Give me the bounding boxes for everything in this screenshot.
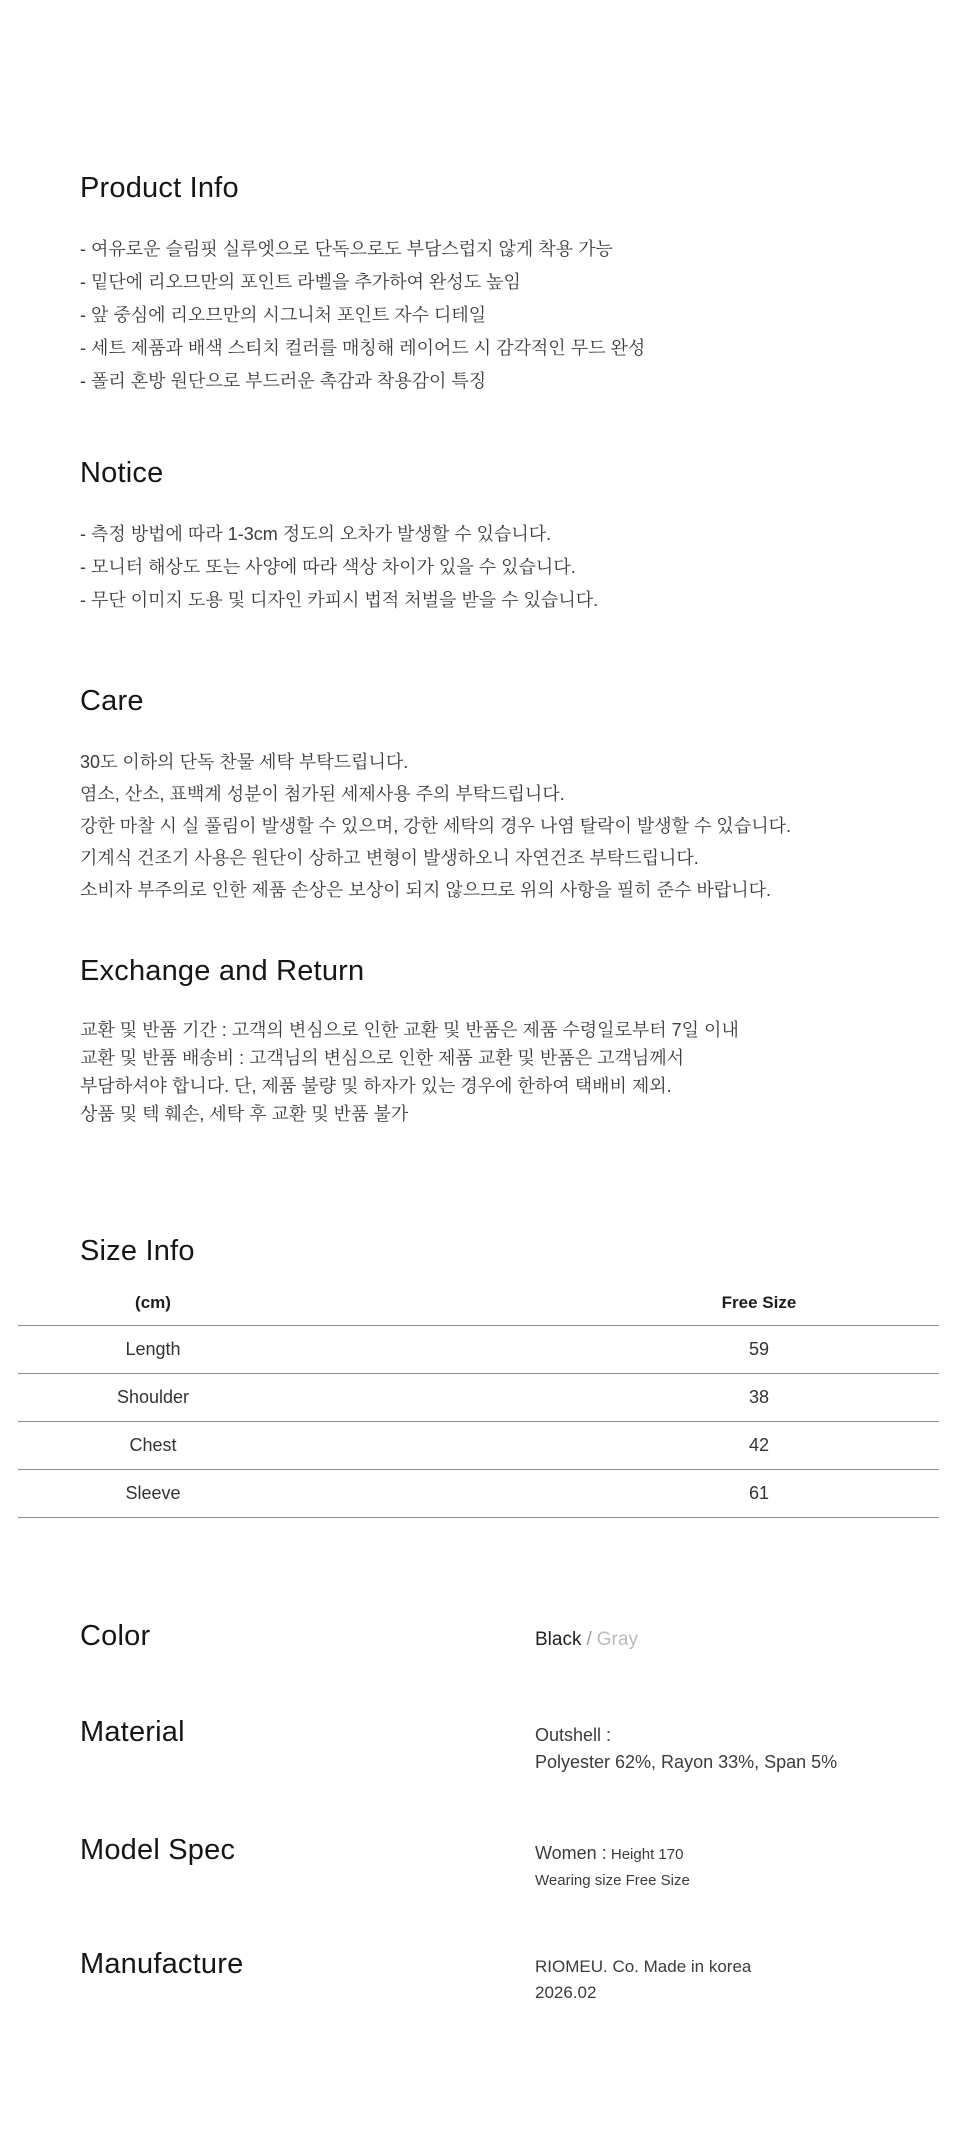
notice-bullets [80, 518, 940, 617]
section-exchange-return [80, 956, 940, 1128]
material-line-outshell: Outshell : [535, 1725, 612, 1745]
color-secondary: Gray [596, 1629, 638, 1650]
product-info-bullet: - 여유로운 슬림핏 실루엣으로 단독으로도 부담스럽지 않게 착용 가능 [80, 238, 613, 259]
model-spec-value [535, 1840, 690, 1894]
product-info-bullet: - 밑단에 리오므만의 포인트 라벨을 추가하여 완성도 높임 [80, 271, 521, 292]
size-row-label: Chest [129, 1435, 177, 1455]
product-info-bullet: - 앞 중심에 리오므만의 시그니처 포인트 자수 디테일 [80, 304, 487, 325]
care-title: Care [80, 685, 144, 717]
size-table [18, 1280, 939, 1518]
product-info-title: Product Info [80, 172, 239, 204]
model-spec-wearing-size: Wearing size Free Size [535, 1872, 690, 1889]
color-label: Color [80, 1620, 151, 1652]
section-care [80, 686, 940, 906]
material-line-composition: Polyester 62%, Rayon 33%, Span 5% [535, 1752, 838, 1772]
detail-row-material [0, 1716, 960, 1806]
model-spec-women: Women : [535, 1843, 607, 1863]
exchange-return-title: Exchange and Return [80, 955, 365, 987]
section-size-info [80, 1236, 940, 1268]
manufacture-label: Manufacture [80, 1948, 244, 1980]
color-separator: / [586, 1629, 592, 1650]
material-value [535, 1722, 837, 1776]
manufacture-line-company: RIOMEU. Co. Made in korea [535, 1957, 752, 1976]
care-line: 강한 마찰 시 실 풀림이 발생할 수 있으며, 강한 세탁의 경우 나염 탈락이 발생할 수 있습니다. [80, 815, 791, 836]
size-table-row-shoulder [18, 1373, 939, 1421]
model-spec-height: Height 170 [610, 1846, 684, 1863]
exchange-return-line: 상품 및 텍 훼손, 세탁 후 교환 및 반품 불가 [80, 1103, 409, 1124]
notice-title: Notice [80, 457, 164, 489]
color-value [535, 1626, 638, 1653]
size-table-row-chest [18, 1421, 939, 1469]
size-table-unit-header: (cm) [135, 1292, 171, 1312]
detail-row-model-spec [0, 1834, 960, 1924]
size-row-label: Shoulder [116, 1387, 190, 1407]
size-row-value: 42 [748, 1435, 770, 1455]
care-line: 염소, 산소, 표백계 성분이 첨가된 세제사용 주의 부탁드립니다. [80, 783, 565, 804]
size-row-value: 59 [748, 1339, 770, 1359]
size-row-label: Length [125, 1339, 181, 1359]
manufacture-value [535, 1954, 751, 2006]
manufacture-line-date: 2026.02 [535, 1983, 597, 2002]
size-table-row-sleeve [18, 1469, 939, 1517]
size-row-value: 61 [748, 1483, 770, 1503]
material-label: Material [80, 1716, 185, 1748]
care-lines [80, 746, 940, 906]
notice-bullet: - 측정 방법에 따라 1-3cm 정도의 오차가 발생할 수 있습니다. [80, 523, 552, 544]
care-line: 30도 이하의 단독 찬물 세탁 부탁드립니다. [80, 751, 409, 772]
exchange-return-line: 교환 및 반품 배송비 : 고객님의 변심으로 인한 제품 교환 및 반품은 고객님께서 [80, 1047, 685, 1068]
size-row-value: 38 [748, 1387, 770, 1407]
product-info-bullet: - 세트 제품과 배색 스티치 컬러를 매칭해 레이어드 시 감각적인 무드 완성 [80, 337, 646, 358]
care-line: 소비자 부주의로 인한 제품 손상은 보상이 되지 않으므로 위의 사항을 필히 준수 바랍니다. [80, 879, 771, 900]
exchange-return-lines [80, 1016, 940, 1128]
detail-row-color [0, 1620, 960, 1710]
care-line: 기계식 건조기 사용은 원단이 상하고 변형이 발생하오니 자연건조 부탁드립니다. [80, 847, 699, 868]
size-table-size-header: Free Size [721, 1292, 797, 1312]
exchange-return-line: 부담하셔야 합니다. 단, 제품 불량 및 하자가 있는 경우에 한하여 택배비 제외. [80, 1075, 672, 1096]
model-spec-label: Model Spec [80, 1834, 236, 1866]
detail-row-manufacture [0, 1948, 960, 2038]
model-spec-line-height [535, 1840, 690, 1868]
color-primary: Black [535, 1629, 582, 1650]
size-table-row-length [18, 1325, 939, 1373]
size-info-title: Size Info [80, 1235, 195, 1267]
exchange-return-line: 교환 및 반품 기간 : 고객의 변심으로 인한 교환 및 반품은 제품 수령일로부터 7일 이내 [80, 1019, 739, 1040]
section-notice [80, 458, 940, 617]
notice-bullet: - 무단 이미지 도용 및 디자인 카피시 법적 처벌을 받을 수 있습니다. [80, 589, 599, 610]
size-row-label: Sleeve [125, 1483, 181, 1503]
size-table-header-row [18, 1280, 939, 1325]
notice-bullet: - 모니터 해상도 또는 사양에 따라 색상 차이가 있을 수 있습니다. [80, 556, 576, 577]
section-product-info [80, 173, 940, 398]
product-info-bullets [80, 233, 940, 398]
product-info-bullet: - 폴리 혼방 원단으로 부드러운 촉감과 착용감이 특징 [80, 370, 487, 391]
